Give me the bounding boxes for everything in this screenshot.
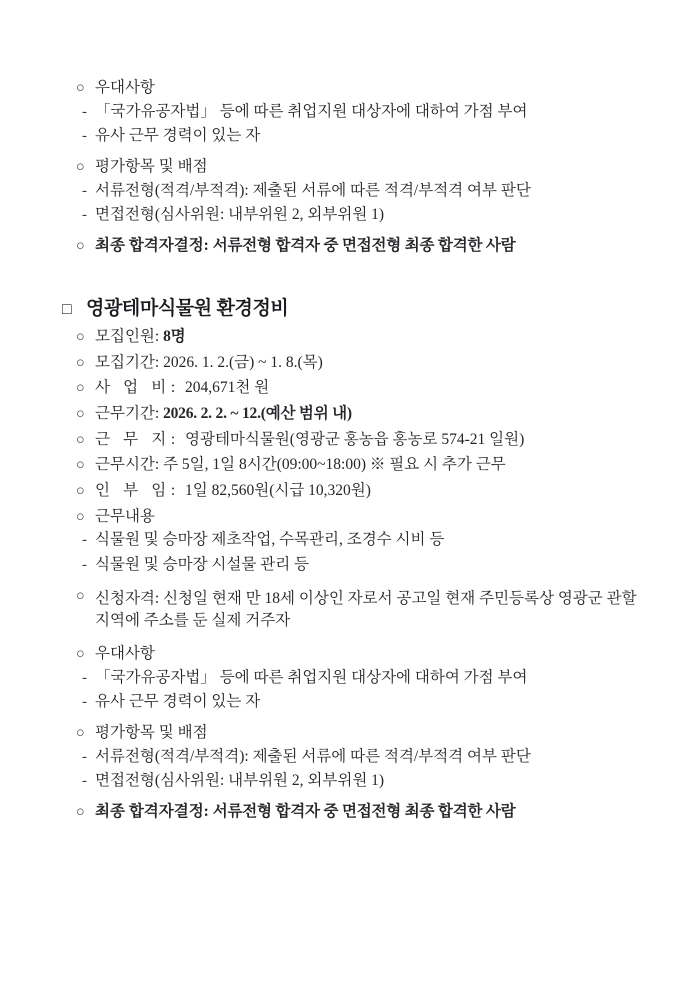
wage-row <box>62 483 638 500</box>
work-place-row <box>62 432 638 449</box>
top-preference-heading-row <box>62 80 638 97</box>
preference-item <box>62 670 638 687</box>
circle-bullet-icon: ○ <box>76 159 85 176</box>
duties-item-text: 식물원 및 승마장 제초작업, 수목관리, 조경수 시비 등 <box>95 531 445 549</box>
top-preference-item <box>62 128 638 145</box>
circle-bullet-icon: ○ <box>76 457 85 474</box>
duties-item-text: 식물원 및 승마장 시설물 관리 등 <box>95 555 310 573</box>
recruit-period <box>95 355 638 371</box>
top-final-decision-label: 최종 합격자결정: <box>95 237 209 255</box>
preference-heading-row <box>62 646 638 663</box>
evaluation-item-text: 서류전형(적격/부적격): 제출된 서류에 따른 적격/부적격 여부 판단 <box>95 747 531 765</box>
preference-item-text: 「국가유공자법」 등에 따른 취업지원 대상자에 대하여 가점 부여 <box>95 668 528 686</box>
top-evaluation-item-text: 면접전형(심사위원: 내부위원 2, 외부위원 1) <box>95 206 385 224</box>
budget-label: 사 업 비: <box>95 379 180 397</box>
eligibility-value: 신청일 현재 만 18세 이상인 자로서 공고일 현재 주민등록상 영광군 관할지역에 주소를 둔 실제 거주자 <box>95 589 637 629</box>
work-period-row <box>62 406 638 423</box>
work-place-label: 근 무 지: <box>95 430 180 448</box>
dash-bullet-icon: - <box>82 207 87 224</box>
dash-bullet-icon: - <box>82 182 87 199</box>
budget-value: 204,671천 원 <box>185 379 270 397</box>
preference-heading: 우대사항 <box>95 644 155 662</box>
top-evaluation-item <box>62 207 638 224</box>
recruit-count <box>95 329 638 345</box>
preference-item-text: 유사 근무 경력이 있는 자 <box>95 692 261 710</box>
circle-bullet-icon: ○ <box>76 508 85 525</box>
work-period-value: 2026. 2. 2. ~ 12.(예산 범위 내) <box>163 405 352 423</box>
work-place-value: 영광테마식물원(영광군 홍농읍 홍농로 574-21 일원) <box>185 430 525 448</box>
circle-bullet-icon: ○ <box>76 380 85 397</box>
recruit-count-label: 모집인원: <box>95 328 160 346</box>
top-preference-item <box>62 104 638 121</box>
duties-heading-row <box>62 509 638 526</box>
dash-bullet-icon: - <box>82 748 87 765</box>
top-evaluation-item <box>62 183 638 200</box>
circle-bullet-icon: ○ <box>76 354 85 371</box>
recruit-period-value: 2026. 1. 2.(금) ~ 1. 8.(목) <box>163 353 323 371</box>
top-evaluation-heading-row <box>62 159 638 176</box>
dash-bullet-icon: - <box>82 693 87 710</box>
circle-bullet-icon: ○ <box>76 80 85 96</box>
eligibility-label: 신청자격: <box>95 589 160 607</box>
final-decision-row <box>62 804 638 821</box>
top-preference-item-text: 「국가유공자법」 등에 따른 취업지원 대상자에 대하여 가점 부여 <box>95 102 528 120</box>
recruit-count-value: 8명 <box>163 328 186 346</box>
work-period <box>95 406 638 422</box>
duties-heading: 근무내용 <box>95 507 155 525</box>
circle-bullet-icon: ○ <box>76 483 85 500</box>
evaluation-heading: 평가항목 및 배점 <box>95 724 208 742</box>
recruit-period-row <box>62 355 638 372</box>
final-decision-value: 서류전형 합격자 중 면접전형 최종 합격한 사람 <box>212 803 516 821</box>
circle-bullet-icon: ○ <box>76 804 85 821</box>
square-bullet-icon: □ <box>62 301 72 319</box>
work-hours-row <box>62 457 638 474</box>
top-evaluation-item-text: 서류전형(적격/부적격): 제출된 서류에 따른 적격/부적격 여부 판단 <box>95 181 531 199</box>
budget <box>95 380 638 396</box>
work-hours-label: 근무시간: <box>95 456 160 474</box>
top-final-decision-row <box>62 238 638 255</box>
recruit-period-label: 모집기간: <box>95 353 160 371</box>
work-hours-value: 주 5일, 1일 8시간(09:00~18:00) ※ 필요 시 추가 근무 <box>163 456 506 474</box>
circle-bullet-icon: ○ <box>76 238 85 255</box>
dash-bullet-icon: - <box>82 127 87 144</box>
evaluation-heading-row <box>62 725 638 742</box>
preference-item <box>62 694 638 711</box>
wage-label: 인 부 임: <box>95 482 180 500</box>
circle-bullet-icon: ○ <box>76 431 85 448</box>
top-preference-item-text: 유사 근무 경력이 있는 자 <box>95 126 261 144</box>
top-preference-heading: 우대사항 <box>95 79 155 96</box>
evaluation-item <box>62 749 638 766</box>
work-hours <box>95 457 638 473</box>
dash-bullet-icon: - <box>82 669 87 686</box>
wage <box>95 483 638 499</box>
final-decision-label: 최종 합격자결정: <box>95 803 209 821</box>
evaluation-item-text: 면접전형(심사위원: 내부위원 2, 외부위원 1) <box>95 771 385 789</box>
duties-item <box>62 532 638 549</box>
budget-row <box>62 380 638 397</box>
circle-bullet-icon: ○ <box>76 406 85 423</box>
dash-bullet-icon: - <box>82 532 87 549</box>
circle-bullet-icon: ○ <box>76 587 85 604</box>
top-evaluation-heading: 평가항목 및 배점 <box>95 158 208 176</box>
circle-bullet-icon: ○ <box>76 329 85 346</box>
work-place <box>95 432 638 448</box>
circle-bullet-icon: ○ <box>76 645 85 662</box>
evaluation-item <box>62 773 638 790</box>
page-title: 영광테마식물원 환경정비 <box>86 298 289 320</box>
work-period-label: 근무기간: <box>95 405 160 423</box>
wage-value: 1일 82,560원(시급 10,320원) <box>185 482 371 500</box>
duties-item <box>62 557 638 574</box>
recruit-count-row <box>62 329 638 346</box>
dash-bullet-icon: - <box>82 556 87 573</box>
eligibility <box>95 588 638 632</box>
section-heading-row <box>62 293 638 320</box>
eligibility-row <box>62 588 638 632</box>
top-final-decision-value: 서류전형 합격자 중 면접전형 최종 합격한 사람 <box>212 237 516 255</box>
top-final-decision <box>95 238 638 254</box>
final-decision <box>95 804 638 820</box>
circle-bullet-icon: ○ <box>76 725 85 742</box>
dash-bullet-icon: - <box>82 103 87 120</box>
dash-bullet-icon: - <box>82 772 87 789</box>
